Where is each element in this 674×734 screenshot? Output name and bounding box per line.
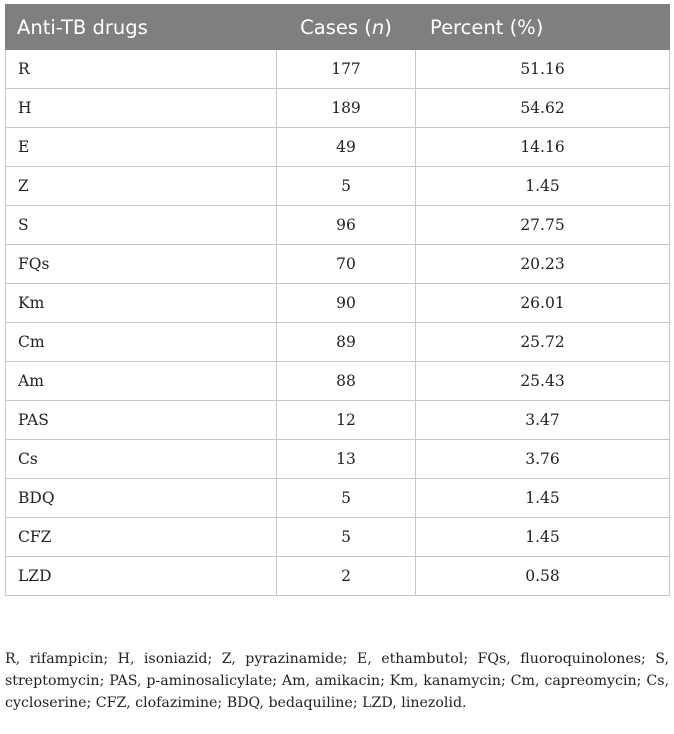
cell-cases: 189 [277, 89, 416, 128]
header-cases [277, 5, 416, 50]
drug-resistance-table [5, 4, 670, 596]
cell-cases: 12 [277, 401, 416, 440]
table-row [6, 284, 670, 323]
cell-cases: 70 [277, 245, 416, 284]
cell-drug: CFZ [6, 518, 277, 557]
cell-cases: 5 [277, 479, 416, 518]
cell-cases: 5 [277, 167, 416, 206]
cell-drug: BDQ [6, 479, 277, 518]
cell-drug: S [6, 206, 277, 245]
cell-drug: FQs [6, 245, 277, 284]
cell-cases: 5 [277, 518, 416, 557]
cell-drug: LZD [6, 557, 277, 596]
cell-drug: R [6, 50, 277, 89]
cell-cases: 13 [277, 440, 416, 479]
table-footnote: R, rifampicin; H, isoniazid; Z, pyrazinamide; E, ethambutol; FQs, fluoroquinolones; S, streptomycin; PAS, p-aminosalicylate; Am, amikacin; Km, kanamycin; Cm, capreomycin; Cs, cycloserine; CFZ, clofazimine; BDQ, bedaquiline; LZD, linezolid. [5, 651, 669, 711]
header-cases-close: ) [384, 15, 392, 39]
table-row [6, 128, 670, 167]
cell-percent: 51.16 [416, 50, 670, 89]
cell-drug: Am [6, 362, 277, 401]
cell-percent: 26.01 [416, 284, 670, 323]
table-row [6, 167, 670, 206]
cell-cases: 90 [277, 284, 416, 323]
table-row [6, 245, 670, 284]
cell-percent: 54.62 [416, 89, 670, 128]
table-header [6, 5, 670, 50]
table-row [6, 206, 670, 245]
cell-percent: 20.23 [416, 245, 670, 284]
cell-percent: 1.45 [416, 518, 670, 557]
cell-cases: 88 [277, 362, 416, 401]
table-body [6, 50, 670, 596]
cell-drug: Cs [6, 440, 277, 479]
header-row [6, 5, 670, 50]
table-row [6, 557, 670, 596]
table-row [6, 479, 670, 518]
table-row [6, 440, 670, 479]
cell-drug: H [6, 89, 277, 128]
cell-drug: PAS [6, 401, 277, 440]
cell-cases: 2 [277, 557, 416, 596]
cell-percent: 25.43 [416, 362, 670, 401]
cell-percent: 27.75 [416, 206, 670, 245]
cell-drug: E [6, 128, 277, 167]
cell-percent: 1.45 [416, 479, 670, 518]
table-row [6, 401, 670, 440]
table-row [6, 518, 670, 557]
cell-drug: Cm [6, 323, 277, 362]
table-row [6, 323, 670, 362]
cell-percent: 14.16 [416, 128, 670, 167]
table-row [6, 362, 670, 401]
cell-percent: 0.58 [416, 557, 670, 596]
header-cases-label: Cases ( [300, 15, 372, 39]
header-drug: Anti-TB drugs [6, 5, 277, 50]
cell-percent: 3.76 [416, 440, 670, 479]
cell-cases: 177 [277, 50, 416, 89]
cell-drug: Z [6, 167, 277, 206]
cell-cases: 89 [277, 323, 416, 362]
cell-percent: 3.47 [416, 401, 670, 440]
table-row [6, 89, 670, 128]
table-row [6, 50, 670, 89]
cell-percent: 25.72 [416, 323, 670, 362]
cell-percent: 1.45 [416, 167, 670, 206]
cell-drug: Km [6, 284, 277, 323]
drug-resistance-table-container [5, 4, 669, 596]
cell-cases: 96 [277, 206, 416, 245]
header-cases-var: n [371, 15, 385, 39]
header-percent: Percent (%) [416, 5, 670, 50]
cell-cases: 49 [277, 128, 416, 167]
